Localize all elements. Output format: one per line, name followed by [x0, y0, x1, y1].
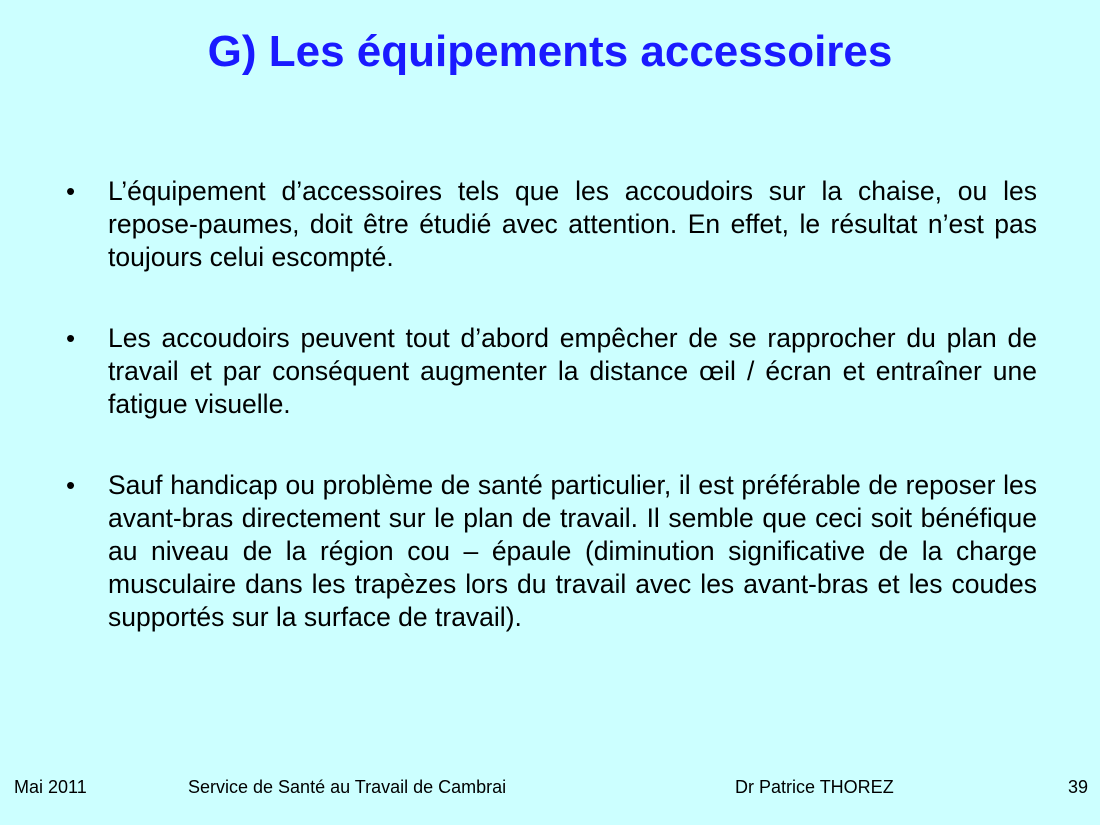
bullet-text: Sauf handicap ou problème de santé particulier, il est préférable de reposer les avant-bras directement sur le plan de travail. Il semble que ceci soit bénéfique au niveau de la région cou – épaule (diminution significative de la charge musculaire dans les trapèzes lors du travail avec les avant-bras et les coudes supportés sur la surface de travail). [108, 470, 1037, 632]
bullet-marker: • [66, 323, 76, 353]
footer-author: Dr Patrice THOREZ [735, 777, 894, 797]
bullet-item [62, 175, 1037, 274]
bullet-list [62, 175, 1037, 682]
bullet-marker: • [66, 176, 76, 206]
footer-date: Mai 2011 [14, 777, 87, 797]
bullet-item [62, 322, 1037, 421]
bullet-text: Les accoudoirs peuvent tout d’abord empêcher de se rapprocher du plan de travail et par conséquent augmenter la distance œil / écran et entraîner une fatigue visuelle. [108, 323, 1037, 419]
page-number: 39 [1067, 777, 1088, 797]
footer-organization: Service de Santé au Travail de Cambrai [188, 777, 507, 797]
bullet-item [62, 469, 1037, 634]
bullet-text: L’équipement d’accessoires tels que les accoudoirs sur la chaise, ou les repose-paumes, doit être étudié avec attention. En effet, le résultat n’est pas toujours celui escompté. [108, 176, 1037, 272]
slide-title: G) Les équipements accessoires [207, 27, 893, 76]
bullet-marker: • [66, 470, 76, 500]
